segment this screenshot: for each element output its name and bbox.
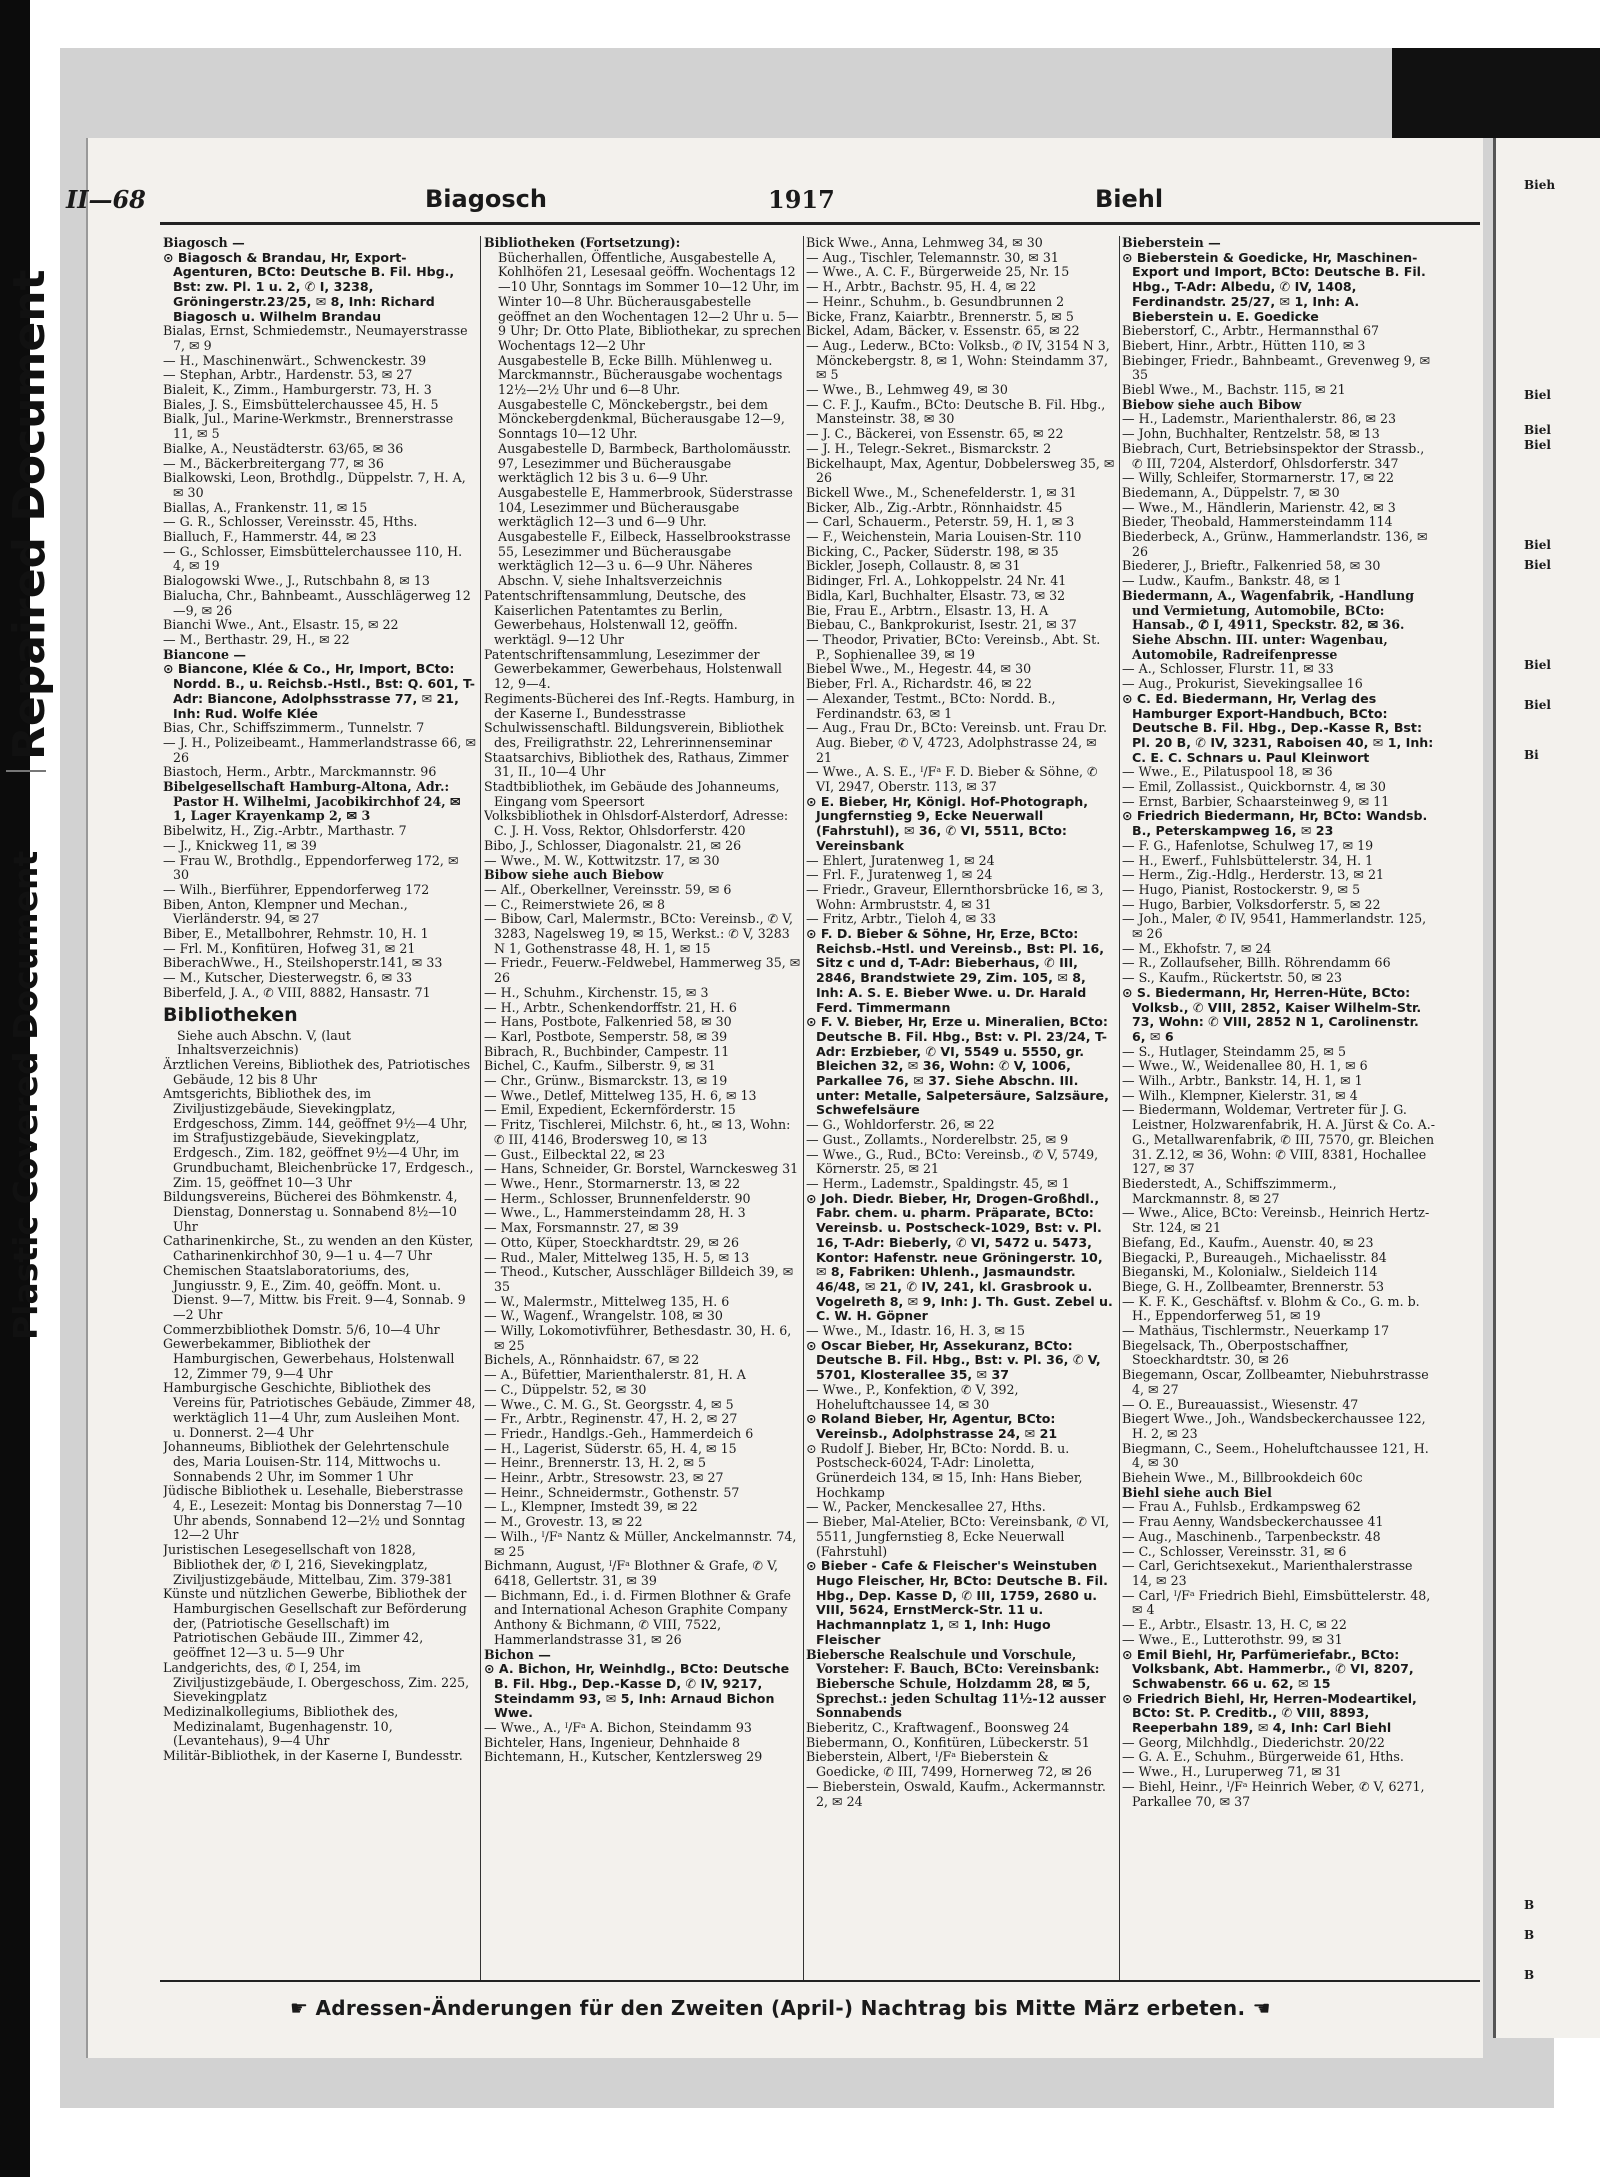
directory-entry: Biebau, C., Bankprokurist, Isestr. 21, ✉ 37 (806, 617, 1077, 633)
neighbor-page-text: Biel (1524, 388, 1551, 402)
directory-entry: Biastoch, Herm., Arbtr., Marckmannstr. 96 (163, 764, 437, 780)
directory-entry: — H., Ewerf., Fuhlsbüttelerstr. 34, H. 1 (1122, 852, 1374, 868)
directory-entry: Jüdische Bibliothek u. Lesehalle, Bieberstrasse 4, E., Lesezeit: Montag bis Donnerstag 7—10 Uhr abends, Sonnabend 12—2½ und Sonntag 12—2 Uhr (163, 1483, 466, 1543)
directory-entry: Bieberitz, C., Kraftwagenf., Boonsweg 24 (806, 1720, 1070, 1736)
neighbor-page-text: Bi (1524, 748, 1539, 762)
neighbor-page-text: B (1524, 1928, 1535, 1942)
directory-entry: Bichmann, August, ᴵ/Fᵃ Blothner & Grafe, ✆ V, 6418, Gellertstr. 31, ✉ 39 (484, 1558, 779, 1588)
directory-entry: — John, Buchhalter, Rentzelstr. 58, ✉ 13 (1122, 426, 1380, 442)
directory-entry: Commerzbibliothek Domstr. 5/6, 10—4 Uhr (163, 1321, 440, 1337)
directory-entry: — Wwe., A. S. E., ᴵ/Fᵃ F. D. Bieber & Söhne, ✆ VI, 2947, Oberstr. 113, ✉ 37 (806, 764, 1098, 795)
directory-entry: Bichteler, Hans, Ingenieur, Dehnhaide 8 (484, 1734, 741, 1750)
directory-entry: — Willy, Lokomotivführer, Bethesdastr. 30, H. 6, ✉ 25 (484, 1323, 792, 1353)
directory-entry: — Alexander, Testmt., BCto: Nordd. B., Ferdinandstr. 63, ✉ 1 (806, 690, 1056, 721)
directory-entry: — Wwe., G., Rud., BCto: Vereinsb., ✆ V, 5749, Körnerstr. 25, ✉ 21 (806, 1146, 1099, 1177)
directory-entry: — K. F. K., Geschäftsf. v. Blohm & Co., G. m. b. H., Eppendorferweg 51, ✉ 19 (1122, 1293, 1420, 1324)
directory-entry: Biegert Wwe., Joh., Wandsbeckerchaussee 122, H. 2, ✉ 23 (1122, 1411, 1426, 1441)
directory-entry: Biederer, J., Brieftr., Falkenried 58, ✉ 30 (1122, 558, 1381, 574)
directory-entry: Biehl siehe auch Biel (1122, 1484, 1272, 1500)
directory-entry: — Ehlert, Juratenweg 1, ✉ 24 (806, 852, 995, 868)
directory-entry: — Wwe., Henr., Stormarnerstr. 13, ✉ 22 (484, 1176, 741, 1191)
neighbor-page-text: Biel (1524, 658, 1551, 672)
directory-entry: — S., Hutlager, Steindamm 25, ✉ 5 (1122, 1043, 1346, 1059)
directory-entry: — Theodor, Privatier, BCto: Vereinsb., Abt. St. P., Sophienallee 39, ✉ 19 (806, 631, 1101, 662)
directory-entry: — J. H., Telegr.-Sekret., Bismarckstr. 2 (806, 440, 1052, 456)
directory-entry: Biegelsack, Th., Oberpostschaffner, Stoeckhardtstr. 30, ✉ 26 (1122, 1337, 1349, 1368)
directory-entry: Bie, Frau E., Arbtrn., Elsastr. 13, H. A (806, 602, 1049, 618)
section-heading: Bibliotheken (163, 1003, 298, 1026)
directory-entry: — A., Büfettier, Marienthalerstr. 81, H. A (484, 1367, 746, 1383)
directory-entry: — M., Kutscher, Diesterwegstr. 6, ✉ 33 (163, 970, 413, 986)
directory-entry: — E., Arbtr., Elsastr. 13, H. C, ✉ 22 (1122, 1617, 1347, 1633)
directory-entry: — G., Wohldorferstr. 26, ✉ 22 (806, 1117, 995, 1133)
directory-entry: Medizinalkollegiums, Bibliothek des, Medizinalamt, Bugenhagenstr. 10, (Levantehaus), 9—4 Uhr (163, 1703, 399, 1749)
directory-entry: — C., Reimerstwiete 26, ✉ 8 (484, 896, 666, 912)
directory-entry: — Frau Aenny, Wandsbeckerchaussee 41 (1122, 1514, 1384, 1530)
directory-entry: Chemischen Staatslaboratoriums, des, Jungiusstr. 9, E., Zim. 40, geöffn. Mont. u. Dienst. 9—7, Mittw. bis Freit. 9—4, Sonnab. 9—2 Uhr (163, 1262, 466, 1322)
directory-entry: ⊙ S. Biedermann, Hr, Herren-Hüte, BCto: Volksb., ✆ VIII, 2852, Kaiser Wilhelm-Str. 73, Wohn: ✆ VIII, 2852 N 1, Carolinenstr. 6, ✉ 6 (1122, 984, 1422, 1044)
directory-entry: — Wilh., Bierführer, Eppendorferweg 172 (163, 881, 430, 897)
directory-entry: Biegemann, Oscar, Zollbeamter, Niebuhrstrasse 4, ✉ 27 (1122, 1367, 1429, 1397)
directory-entry: Künste und nützlichen Gewerbe, Bibliothek der Hamburgischen Gesellschaft zur Beförderung der, (Patriotische Gesellschaft) im Patriotischen Gebäude III., Zimmer 42, geöffnet 12—3 u. 5—9 Uhr (163, 1586, 467, 1661)
directory-entry: — Ludw., Kaufm., Bankstr. 48, ✉ 1 (1122, 573, 1342, 589)
directory-entry: Bialke, A., Neustädterstr. 63/65, ✉ 36 (163, 440, 404, 456)
directory-entry: Bialk, Jul., Marine-Werkmstr., Brennerstrasse 11, ✉ 5 (163, 411, 454, 442)
directory-entry: — F., Weichenstein, Maria Louisen-Str. 110 (806, 529, 1082, 545)
directory-entry: Bialogowski Wwe., J., Rutschbahn 8, ✉ 13 (163, 573, 430, 589)
directory-entry: — Aug., Maschinenb., Tarpenbeckstr. 48 (1122, 1528, 1381, 1544)
column-divider (1119, 236, 1120, 1981)
directory-entry: Biedemann, A., Düppelstr. 7, ✉ 30 (1122, 484, 1340, 500)
directory-entry: — Bibow, Carl, Malermstr., BCto: Vereinsb., ✆ V, 3283, Nagelsweg 19, ✉ 15, Werkst.: ✆ V, 3283 N 1, Gothenstrasse 48, H. 1, ✉ 15 (484, 911, 794, 956)
directory-entry: — Wwe., E., Pilatuspool 18, ✉ 36 (1122, 764, 1333, 780)
directory-entry: Biehein Wwe., M., Billbrookdeich 60c (1122, 1470, 1363, 1486)
directory-entry: ⊙ F. V. Bieber, Hr, Erze u. Mineralien, BCto: Deutsche B. Fil. Hbg., Bst: v. Pl. 23/24, T-Adr: Erzbieber, ✆ VI, 5549 u. 5550, gr. Bleichen 32, ✉ 36, Wohn: ✆ V, 1006, Parkallee 76, ✉ 37. Siehe Abschn. III. unter: Metalle, Salpetersäure, Salzsäure, Schwefelsäure (806, 1014, 1109, 1118)
page-number: II—68 (66, 185, 146, 214)
directory-entry: — W., Wagenf., Wrangelstr. 108, ✉ 30 (484, 1308, 723, 1324)
directory-entry: Bibelwitz, H., Zig.-Arbtr., Marthastr. 7 (163, 823, 407, 839)
directory-entry: — O. E., Bureauassist., Wiesenstr. 47 (1122, 1396, 1359, 1412)
directory-entry: Bialas, Ernst, Schmiedemstr., Neumayerstrasse 7, ✉ 9 (163, 323, 468, 353)
directory-entry: — Wwe., E., Lutterothstr. 99, ✉ 31 (1122, 1631, 1343, 1647)
directory-entry: Biebermann, O., Konfitüren, Lübeckerstr. 51 (806, 1734, 1090, 1750)
side-label-plastic: Plastic Covered Document (6, 850, 45, 1340)
directory-entry: Stadtbibliothek, im Gebäude des Johanneums, Eingang vom Speersort (484, 779, 780, 809)
directory-entry: Bibelgesellschaft Hamburg-Altona, Adr.: Pastor H. Wilhelmi, Jacobikirchhof 24, ✉ 1, Lager Krayenkamp 2, ✉ 3 (163, 779, 461, 824)
directory-entry: Biebersche Realschule und Vorschule, Vorsteher: F. Bauch, BCto: Vereinsbank: Biebersche Schule, Holzdamm 28, ✉ 5, Sprechst.: jeden Schultag 11½-12 ausser Sonnabends (806, 1646, 1106, 1721)
directory-entry: ⊙ Biagosch & Brandau, Hr, Export-Agenturen, BCto: Deutsche B. Fil. Hbg., Bst: zw. Pl. 1 u. 2, ✆ I, 3238, Gröningerstr.23/25, ✉ 8, Inh: Richard Biagosch u. Wilhelm Brandau (163, 249, 455, 324)
neighbor-page-text: Biel (1524, 698, 1551, 712)
directory-entry: — Wwe., M., Idastr. 16, H. 3, ✉ 15 (806, 1323, 1026, 1339)
directory-entry: — M., Bäckerbreitergang 77, ✉ 36 (163, 455, 384, 471)
directory-entry: — Hugo, Pianist, Rostockerstr. 9, ✉ 5 (1122, 881, 1361, 897)
directory-entry: Biefang, Ed., Kaufm., Auenstr. 40, ✉ 23 (1122, 1234, 1374, 1250)
directory-entry: Biales, J. S., Eimsbüttelerchaussee 45, H. 5 (163, 396, 439, 412)
directory-entry: Biederstedt, A., Schiffszimmerm., Marckmannstr. 8, ✉ 27 (1122, 1176, 1337, 1206)
directory-entry: — Bichmann, Ed., i. d. Firmen Blothner & Grafe and International Acheson Graphite Company Anthony & Bichmann, ✆ VIII, 7522, Hammerlandstrasse 31, ✉ 26 (484, 1587, 791, 1647)
directory-entry: — Hans, Schneider, Gr. Borstel, Warnckesweg 31 (484, 1161, 799, 1177)
directory-entry: ⊙ Roland Bieber, Hr, Agentur, BCto: Vereinsb., Adolphstrasse 24, ✉ 21 (806, 1411, 1058, 1441)
directory-entry: Juristischen Lesegesellschaft von 1828, Bibliothek der, ✆ I, 216, Sievekingplatz, Ziviljustizgebäude, Mittelbau, Zim. 379-381 (163, 1542, 454, 1587)
directory-entry: — Wwe., W., Weidenallee 80, H. 1, ✉ 6 (1122, 1058, 1368, 1074)
directory-entry: Biegacki, P., Bureaugeh., Michaelisstr. 84 (1122, 1249, 1387, 1265)
footer-notice (290, 1996, 1271, 2020)
header-first-entry: Biagosch (425, 185, 547, 213)
directory-entry: — S., Kaufm., Rückertstr. 50, ✉ 23 (1122, 970, 1343, 986)
directory-entry: — Gust., Zollamts., Norderelbstr. 25, ✉ 9 (806, 1131, 1069, 1147)
neighbor-page-text: Biel (1524, 538, 1551, 552)
directory-entry: — Frau A., Fuhlsb., Erdkampsweg 62 (1122, 1499, 1361, 1515)
directory-entry: — Wwe., M., Händlerin, Marienstr. 42, ✉ 3 (1122, 499, 1396, 515)
directory-entry: Bias, Chr., Schiffszimmerm., Tunnelstr. 7 (163, 720, 425, 736)
directory-entry: — H., Lademstr., Marienthalerstr. 86, ✉ 23 (1122, 411, 1397, 427)
directory-entry: — C., Düppelstr. 52, ✉ 30 (484, 1381, 647, 1397)
neighbor-page-text: Biel (1524, 558, 1551, 572)
neighbor-page-text: Bieh (1524, 178, 1556, 192)
side-label-divider (6, 770, 46, 772)
directory-entry: Hamburgische Geschichte, Bibliothek des Vereins für, Patriotisches Gebäude, Zimmer 48, werktäglich 11—4 Uhr, zum Ausleihen Mont. u. Donnerst. 2—4 Uhr (163, 1380, 476, 1440)
directory-entry: Catharinenkirche, St., zu wenden an den Küster, Catharinenkirchhof 30, 9—1 u. 4—7 Uhr (163, 1233, 474, 1264)
directory-entry: — Friedr., Feuerw.-Feldwebel, Hammerweg 35, ✉ 26 (484, 955, 801, 986)
directory-entry: — J., Knickweg 11, ✉ 39 (163, 837, 317, 853)
directory-entry: — Carl, ᴵ/Fᵃ Friedrich Biehl, Eimsbüttelerstr. 48, ✉ 4 (1122, 1587, 1431, 1618)
directory-entry: Bickelhaupt, Max, Agentur, Dobbelersweg 35, ✉ 26 (806, 455, 1115, 486)
directory-entry: — Otto, Küper, Stoeckhardtstr. 29, ✉ 26 (484, 1234, 739, 1250)
directory-entry: Biege, G. H., Zollbeamter, Brennerstr. 53 (1122, 1278, 1384, 1294)
directory-entry: — Mathäus, Tischlermstr., Neuerkamp 17 (1122, 1323, 1390, 1339)
directory-entry: — C. F. J., Kaufm., BCto: Deutsche B. Fil. Hbg., Mansteinstr. 38, ✉ 30 (806, 396, 1106, 427)
directory-entry: — F. G., Hafenlotse, Schulweg 17, ✉ 19 (1122, 837, 1374, 853)
directory-entry: — Wwe., A. C. F., Bürgerweide 25, Nr. 15 (806, 264, 1070, 280)
directory-entry: Bicking, C., Packer, Süderstr. 198, ✉ 35 (806, 543, 1059, 559)
directory-entry: Biebrach, Curt, Betriebsinspektor der Strassb., ✆ III, 7204, Alsterdorf, Ohlsdorferstr. 347 (1122, 440, 1425, 471)
directory-entry: — Friedr., Graveur, Ellernthorsbrücke 16, ✉ 3, Wohn: Armbruststr. 4, ✉ 31 (806, 881, 1104, 912)
header-year: 1917 (768, 185, 835, 214)
directory-entry: — Wwe., M. W., Kottwitzstr. 17, ✉ 30 (484, 852, 720, 868)
directory-entry: Gewerbekammer, Bibliothek der Hamburgischen, Gewerbehaus, Holstenwall 12, Zimmer 79, 9—4 Uhr (163, 1336, 455, 1381)
directory-entry: — M., Ekhofstr. 7, ✉ 24 (1122, 940, 1272, 956)
directory-entry: — M., Grovestr. 13, ✉ 22 (484, 1514, 643, 1530)
directory-entry: Ausgabestelle F., Eilbeck, Hasselbrookstrasse 55, Lesezimmer und Bücherausgabe werktäglich 12—3 u. 6—9 Uhr. Näheres Abschn. V, siehe Inhaltsverzeichnis (498, 529, 791, 589)
neighbor-page-text: B (1524, 1898, 1535, 1912)
directory-entry: Bicker, Alb., Zig.-Arbtr., Rönnhaidstr. 45 (806, 499, 1063, 515)
directory-entry: Bibo, J., Schlosser, Diagonalstr. 21, ✉ 26 (484, 837, 742, 853)
directory-entry: — Hans, Postbote, Falkenried 58, ✉ 30 (484, 1014, 732, 1030)
directory-entry: Biebinger, Friedr., Bahnbeamt., Grevenweg 9, ✉ 35 (1122, 352, 1431, 383)
header-rule (160, 222, 1480, 225)
directory-entry: Biallas, A., Frankenstr. 11, ✉ 15 (163, 499, 368, 515)
neighbor-page-text: B (1524, 1968, 1535, 1982)
directory-entry: — G., Schlosser, Eimsbüttelerchaussee 110, H. 4, ✉ 19 (163, 543, 463, 574)
directory-entry: — Wilh., ᴵ/Fᵃ Nantz & Müller, Anckelmannstr. 74, ✉ 25 (484, 1528, 797, 1559)
directory-entry: Regiments-Bücherei des Inf.-Regts. Hamburg, in der Kaserne I., Bundesstrasse (484, 690, 795, 721)
directory-entry: — Wwe., L., Hammersteindamm 28, H. 3 (484, 1205, 746, 1221)
directory-column-3 (806, 236, 1116, 1978)
directory-entry: Biebel Wwe., M., Hegestr. 44, ✉ 30 (806, 661, 1032, 677)
directory-entry: Bieganski, M., Kolonialw., Sieldeich 114 (1122, 1264, 1378, 1280)
directory-entry: Bieder, Theobald, Hammersteindamm 114 (1122, 514, 1393, 530)
directory-entry: — Heinr., Schuhm., b. Gesundbrunnen 2 (806, 293, 1065, 309)
directory-entry: Biebert, Hinr., Arbtr., Hütten 110, ✉ 3 (1122, 337, 1366, 353)
directory-entry: Bialluch, F., Hammerstr. 44, ✉ 23 (163, 529, 377, 545)
directory-entry: ⊙ C. Ed. Biedermann, Hr, Verlag des Hamburger Export-Handbuch, BCto: Deutsche B. Fil. Hbg., Dep.-Kasse R, Bst: Pl. 20 B, ✆ IV, 3231, Raboisen 40, ✉ 1, Inh: C. E. C. Schnars u. Paul Kleinwort (1122, 690, 1434, 765)
directory-entry: ⊙ Oscar Bieber, Hr, Assekuranz, BCto: Deutsche B. Fil. Hbg., Bst: v. Pl. 36, ✆ V, 5701, Klosterallee 35, ✉ 37 (806, 1337, 1101, 1383)
directory-entry: — Carl, Schauerm., Peterstr. 59, H. 1, ✉ 3 (806, 514, 1075, 530)
directory-entry: — C., Schlosser, Vereinsstr. 31, ✉ 6 (1122, 1543, 1347, 1559)
directory-entry: — Biedermann, Woldemar, Vertreter für J. G. Leistner, Holzwarenfabrik, H. A. Jürst & Co. A.-G., Metallwarenfabrik, ✆ III, 7570, gr. Bleichen 31. Z.12, ✉ 36, Wohn: ✆ VIII, 8381, Hochallee 127, ✉ 37 (1122, 1102, 1435, 1177)
directory-entry: ⊙ Biancone, Klée & Co., Hr, Import, BCto: Nordd. B., u. Reichsb.-Hstl., Bst: Q. 601, T-Adr: Biancone, Adolphsstrasse 77, ✉ 21, Inh: Rud. Wolfe Klée (163, 661, 475, 721)
directory-entry: Bidinger, Frl. A., Lohkoppelstr. 24 Nr. 41 (806, 573, 1067, 589)
pointing-hand-icon: ☚ (1252, 1996, 1271, 2020)
scan-dark-corner (1392, 48, 1600, 138)
directory-entry: — Frl. M., Konfitüren, Hofweg 31, ✉ 21 (163, 940, 416, 956)
directory-entry: — Wwe., P., Konfektion, ✆ V, 392, Hoheluftchaussee 14, ✉ 30 (806, 1381, 1019, 1412)
directory-entry: — Willy, Schleifer, Stormarnerstr. 17, ✉ 22 (1122, 470, 1395, 486)
directory-entry: Biber, E., Metallbohrer, Rehmstr. 10, H. 1 (163, 926, 429, 942)
directory-entry: Bialucha, Chr., Bahnbeamt., Ausschlägerweg 12—9, ✉ 26 (163, 587, 471, 618)
directory-entry: — Bieber, Mal-Atelier, BCto: Vereinsbank, ✆ VI, 5511, Jungfernstieg 8, Ecke Neuerwall (Fahrstuhl) (806, 1514, 1110, 1559)
neighbor-page-text: Biel (1524, 423, 1551, 437)
directory-entry: — J. H., Polizeibeamt., Hammerlandstrasse 66, ✉ 26 (163, 734, 476, 765)
directory-entry: — Wwe., A., ᴵ/Fᵃ A. Bichon, Steindamm 93 (484, 1720, 752, 1736)
directory-entry: Biedermann, A., Wagenfabrik, -Handlung und Vermietung, Automobile, BCto: Hansab., ✆ I, 4911, Speckstr. 82, ✉ 36. Siehe Abschn. III. unter: Wagenbau, Automobile, Radreifenpresse (1122, 587, 1415, 662)
directory-entry: Bialeit, K., Zimm., Hamburgerstr. 73, H. 3 (163, 382, 432, 398)
side-label-repaired: Repaired Document (4, 269, 55, 760)
directory-entry: Bichel, C., Kaufm., Silberstr. 9, ✉ 31 (484, 1058, 716, 1074)
directory-entry: Bieberstein — (1122, 236, 1221, 250)
directory-entry: — Max, Forsmannstr. 27, ✉ 39 (484, 1220, 679, 1236)
directory-entry: — Gust., Eilbecktal 22, ✉ 23 (484, 1146, 665, 1162)
directory-entry: — H., Arbtr., Bachstr. 95, H. 4, ✉ 22 (806, 279, 1037, 295)
column-divider (480, 236, 481, 1981)
directory-entry: Amtsgerichts, Bibliothek des, im Ziviljustizgebäude, Sievekingplatz, Erdgeschoss, Zimm. 144, geöffnet 9½—4 Uhr, im Strafjustizgebäude, Sievekingplatz, Erdgesch., Zim. 182, geöffnet 9½—4 Uhr, im Grundbuchamt, Bleichenbrücke 17, Erdgesch., Zim. 15, geöffnet 10—3 Uhr (163, 1086, 474, 1190)
directory-entry: ⊙ A. Bichon, Hr, Weinhdlg., BCto: Deutsche B. Fil. Hbg., Dep.-Kasse D, ✆ IV, 9217, Steindamm 93, ✉ 5, Inh: Arnaud Bichon Wwe. (484, 1661, 790, 1721)
directory-entry: ⊙ E. Bieber, Hr, Königl. Hof-Photograph, Jungfernstieg 9, Ecke Neuerwall (Fahrstuhl), ✉ 36, ✆ VI, 5511, BCto: Vereinsbank (806, 793, 1088, 853)
directory-entry: Bialkowski, Leon, Brothdlg., Düppelstr. 7, H. A, ✉ 30 (163, 470, 466, 500)
directory-entry: — Chr., Grünw., Bismarckstr. 13, ✉ 19 (484, 1073, 728, 1089)
directory-entry: Militär-Bibliothek, in der Kaserne I, Bundesstr. (163, 1748, 463, 1764)
directory-entry: — Hugo, Barbier, Volksdorferstr. 5, ✉ 22 (1122, 896, 1381, 912)
directory-entry: — Wwe., H., Luruperweg 71, ✉ 31 (1122, 1764, 1342, 1780)
directory-entry: — Frl. F., Juratenweg 1, ✉ 24 (806, 867, 993, 883)
directory-entry: Bichels, A., Rönnhaidstr. 67, ✉ 22 (484, 1352, 700, 1368)
directory-entry: Bibrach, R., Buchbinder, Campestr. 11 (484, 1043, 730, 1059)
directory-entry: — R., Zollaufseher, Billh. Röhrendamm 66 (1122, 955, 1391, 971)
directory-entry: Ausgabestelle B, Ecke Billh. Mühlenweg u. Marckmannstr., Bücherausgabe wochentags 12½—2½ Uhr und 6—8 Uhr. (498, 352, 783, 398)
directory-entry: — Heinr., Brennerstr. 13, H. 2, ✉ 5 (484, 1455, 707, 1471)
directory-entry: Siehe auch Abschn. V, (laut Inhaltsverzeichnis) (177, 1027, 351, 1058)
directory-entry: — Alf., Oberkellner, Vereinsstr. 59, ✉ 6 (484, 881, 732, 897)
directory-entry: — Herm., Schlosser, Brunnenfelderstr. 90 (484, 1190, 751, 1206)
directory-entry: Bickler, Joseph, Collaustr. 8, ✉ 31 (806, 558, 1021, 574)
directory-entry: Biederbeck, A., Grünw., Hammerlandstr. 136, ✉ 26 (1122, 529, 1428, 559)
directory-entry: — Herm., Zig.-Hdlg., Herderstr. 13, ✉ 21 (1122, 867, 1385, 883)
directory-entry: — Joh., Maler, ✆ IV, 9541, Hammerlandstr. 125, ✉ 26 (1122, 911, 1427, 942)
directory-entry: Ausgabestelle D, Barmbeck, Bartholomäusstr. 97, Lesezimmer und Bücherausgabe werktäglich 12 bis 3 u. 6—9 Uhr. (498, 440, 792, 486)
directory-entry: — Carl, Gerichtsexekut., Marienthalerstrasse 14, ✉ 23 (1122, 1558, 1413, 1588)
directory-entry: Ausgabestelle E, Hammerbrook, Süderstrasse 104, Lesezimmer und Bücherausgabe werktäglich 12—3 und 6—9 Uhr. (498, 484, 793, 530)
directory-entry: — Theod., Kutscher, Ausschläger Billdeich 39, ✉ 35 (484, 1264, 794, 1294)
header-last-entry: Biehl (1095, 185, 1164, 213)
neighbor-page-text: Biel (1524, 438, 1551, 452)
column-divider (803, 236, 804, 1981)
directory-entry: — G. A. E., Schuhm., Bürgerweide 61, Hths. (1122, 1749, 1404, 1765)
directory-entry: — W., Malermstr., Mittelweg 135, H. 6 (484, 1293, 730, 1309)
directory-entry: ⊙ Rudolf J. Bieber, Hr, BCto: Nordd. B. u. Postscheck-6024, T-Adr: Linoletta, Grünerdeich 134, ✉ 15, Inh: Hans Bieber, Hochkamp (806, 1440, 1083, 1500)
directory-entry: Biebl Wwe., M., Bachstr. 115, ✉ 21 (1122, 382, 1346, 398)
directory-entry: Biben, Anton, Klempner und Mechan., Vierländerstr. 94, ✉ 27 (163, 896, 408, 927)
directory-entry: Staatsarchivs, Bibliothek des, Rathaus, Zimmer 31, II., 10—4 Uhr (484, 749, 789, 780)
directory-entry: Patentschriftensammlung, Lesezimmer der Gewerbekammer, Gewerbehaus, Holstenwall 12, 9—4. (484, 646, 782, 692)
directory-entry: Bick Wwe., Anna, Lehmweg 34, ✉ 30 (806, 236, 1043, 250)
directory-entry: Bieberstorf, C., Arbtr., Hermannsthal 67 (1122, 323, 1380, 339)
directory-entry: — Wilh., Klempner, Kielerstr. 31, ✉ 4 (1122, 1087, 1358, 1103)
directory-entry: Bichtemann, H., Kutscher, Kentzlersweg 29 (484, 1749, 763, 1765)
directory-entry: Bickell Wwe., M., Schenefelderstr. 1, ✉ 31 (806, 484, 1077, 500)
directory-entry: — H., Lagerist, Süderstr. 65, H. 4, ✉ 15 (484, 1440, 737, 1456)
directory-entry: — A., Schlosser, Flurstr. 11, ✉ 33 (1122, 661, 1334, 677)
directory-entry: — H., Arbtr., Schenkendorffstr. 21, H. 6 (484, 999, 737, 1015)
directory-entry: — Ernst, Barbier, Schaarsteinweg 9, ✉ 11 (1122, 793, 1390, 809)
directory-entry: Bichon — (484, 1646, 551, 1662)
directory-entry: — J. C., Bäckerei, von Essenstr. 65, ✉ 22 (806, 426, 1064, 442)
directory-entry: — Herm., Lademstr., Spaldingstr. 45, ✉ 1 (806, 1176, 1070, 1191)
directory-entry: — Friedr., Handlgs.-Geh., Hammerdeich 6 (484, 1425, 754, 1441)
directory-entry: — Wwe., B., Lehmweg 49, ✉ 30 (806, 382, 1008, 398)
directory-entry: — Aug., Frau Dr., BCto: Vereinsb. unt. Frau Dr. Aug. Bieber, ✆ V, 4723, Adolphstrasse 24, ✉ 21 (806, 720, 1107, 765)
directory-entry: — Aug., Tischler, Telemannstr. 30, ✉ 31 (806, 249, 1059, 265)
directory-entry: — Aug., Prokurist, Sievekingsallee 16 (1122, 676, 1363, 692)
directory-entry: Bicke, Franz, Kaiarbtr., Brennerstr. 5, ✉ 5 (806, 308, 1074, 324)
directory-entry: Biegmann, C., Seem., Hoheluftchaussee 121, H. 4, ✉ 30 (1122, 1440, 1429, 1471)
directory-entry: ⊙ Emil Biehl, Hr, Parfümeriefabr., BCto: Volksbank, Abt. Hammerbr., ✆ VI, 8207, Schwabenstr. 66 u. 62, ✉ 15 (1122, 1646, 1414, 1691)
directory-entry: Johanneums, Bibliothek der Gelehrtenschule des, Maria Louisen-Str. 114, Mittwochs u. Sonnabends 2 Uhr, im Sommer 1 Uhr (163, 1439, 450, 1484)
directory-entry: — Aug., Lederw., BCto: Volksb., ✆ IV, 3154 N 3, Mönckebergstr. 8, ✉ 1, Wohn: Steindamm 37, ✉ 5 (806, 337, 1110, 383)
directory-entry: Biebow siehe auch Bibow (1122, 396, 1302, 412)
directory-entry: ⊙ Joh. Diedr. Bieber, Hr, Drogen-Großhdl., Fabr. chem. u. pharm. Präparate, BCto: Vereinsb. u. Postscheck-1029, Bst: v. Pl. 16, T-Adr: Bieberly, ✆ VI, 5472 u. 5473, Kontor: Hafenstr. neue Gröningerstr. 10, ✉ 8, Fabriken: Uhlenh., Jasmaundstr. 46/48, ✉ 21, ✆ IV, 241, kl. Grasbrook u. Vogelreth 8, ✉ 9, Inh: J. Th. Gust. Zebel u. C. W. H. Göpner (806, 1190, 1113, 1324)
directory-entry: — Fritz, Tischlerei, Milchstr. 6, ht., ✉ 13, Wohn: ✆ III, 4146, Brodersweg 10, ✉ 13 (484, 1117, 791, 1147)
directory-entry: — Rud., Maler, Mittelweg 135, H. 5, ✉ 13 (484, 1249, 750, 1265)
directory-entry: Patentschriftensammlung, Deutsche, des Kaiserlichen Patentamtes zu Berlin, Gewerbehaus, Holstenwall 12, geöffn. werktägl. 9—12 Uhr (484, 587, 747, 647)
directory-entry: ⊙ Friedrich Biehl, Hr, Herren-Modeartikel, BCto: St. P. Creditb., ✆ VIII, 8893, Reeperbahn 189, ✉ 4, Inh: Carl Biehl (1122, 1690, 1417, 1736)
directory-entry: — Stephan, Arbtr., Hardenstr. 53, ✉ 27 (163, 367, 413, 383)
directory-entry: ⊙ Bieber - Cafe & Fleischer's Weinstuben Hugo Fleischer, Hr, BCto: Deutsche B. Fil. Hbg., Dep. Kasse D, ✆ III, 1759, 2680 u. VIII, 5624, ErnstMerck-Str. 11 u. Hachmannplatz 1, ✉ 1, Inh: Hugo Fleischer (806, 1558, 1108, 1647)
directory-entry: — Wwe., C. M. G., St. Georgsstr. 4, ✉ 5 (484, 1396, 734, 1412)
directory-column-2 (484, 236, 802, 1978)
directory-entry: Ärztlichen Vereins, Bibliothek des, Patriotisches Gebäude, 12 bis 8 Uhr (163, 1056, 471, 1087)
directory-entry: — Bieberstein, Oswald, Kaufm., Ackermannstr. 2, ✉ 24 (806, 1778, 1106, 1809)
directory-entry: — H., Schuhm., Kirchenstr. 15, ✉ 3 (484, 984, 709, 1000)
directory-entry: BiberachWwe., H., Steilshoperstr.141, ✉ 33 (163, 955, 443, 971)
directory-entry: — M., Berthastr. 29, H., ✉ 22 (163, 631, 350, 647)
directory-entry: Bidla, Karl, Buchhalter, Elsastr. 73, ✉ 32 (806, 587, 1066, 603)
directory-entry: Bücherhallen, Öffentliche, Ausgabestelle A, Kohlhöfen 21, Lesesaal geöffn. Wochentags 12—10 Uhr, Sonntags im Sommer 10—12 Uhr, im Winter 10—8 Uhr. Bücherausgabestelle geöffnet an den Wochentagen 12—2 Uhr u. 5—9 Uhr; Dr. Otto Plate, Bibliothekar, zu sprechen Wochentags 12—2 Uhr (498, 249, 802, 353)
directory-entry: — Biehl, Heinr., ᴵ/Fᵃ Heinrich Weber, ✆ V, 6271, Parkallee 70, ✉ 37 (1122, 1778, 1425, 1809)
directory-entry: — L., Klempner, Imstedt 39, ✉ 22 (484, 1499, 698, 1515)
footer-notice-text: Adressen-Änderungen für den Zweiten (April-) Nachtrag bis Mitte März erbeten. (315, 1996, 1246, 2020)
directory-entry: — Emil, Expedient, Eckernförderstr. 15 (484, 1102, 736, 1118)
directory-entry: Bickel, Adam, Bäcker, v. Essenstr. 65, ✉ 22 (806, 323, 1080, 339)
directory-entry: Bieberstein, Albert, ᴵ/Fᵃ Bieberstein & Goedicke, ✆ III, 7499, Hornerweg 72, ✉ 26 (806, 1749, 1092, 1780)
directory-entry: Schulwissenschaftl. Bildungsverein, Bibliothek des, Freiligrathstr. 22, Lehrerinnenseminar (484, 720, 784, 750)
directory-entry: ⊙ Bieberstein & Goedicke, Hr, Maschinen-Export und Import, BCto: Deutsche B. Fil. Hbg., T-Adr: Albedu, ✆ IV, 1408, Ferdinandstr. 25/27, ✉ 1, Inh: A. Bieberstein u. E. Goedicke (1122, 249, 1426, 324)
directory-entry: — Fritz, Arbtr., Tieloh 4, ✉ 33 (806, 911, 997, 927)
directory-entry: — Heinr., Schneidermstr., Gothenstr. 57 (484, 1484, 740, 1500)
directory-entry: Bibliotheken (Fortsetzung): (484, 236, 681, 250)
directory-entry: ⊙ F. D. Bieber & Söhne, Hr, Erze, BCto: Reichsb.-Hstl. und Vereinsb., Bst: Pl. 16, Sitz c und d, T-Adr: Bieberhaus, ✆ III, 2846, Brandstwiete 29, Zim. 105, ✉ 8, Inh: A. S. E. Bieber Wwe. u. Dr. Harald Ferd. Timmermann (806, 926, 1105, 1015)
directory-entry: — G. R., Schlosser, Vereinsstr. 45, Hths. (163, 514, 418, 530)
directory-entry: — Karl, Postbote, Semperstr. 58, ✉ 39 (484, 1028, 728, 1044)
directory-entry: Volksbibliothek in Ohlsdorf-Alsterdorf, Adresse: C. J. H. Voss, Rektor, Ohlsdorferstr. 420 (484, 808, 789, 839)
directory-entry: — Emil, Zollassist., Quickbornstr. 4, ✉ 30 (1122, 779, 1386, 795)
directory-entry: Bianchi Wwe., Ant., Elsastr. 15, ✉ 22 (163, 617, 399, 633)
directory-entry: — Heinr., Arbtr., Stresowstr. 23, ✉ 27 (484, 1470, 724, 1486)
directory-entry: Biberfeld, J. A., ✆ VIII, 8882, Hansastr. 71 (163, 984, 431, 1000)
directory-entry: — Wwe., Alice, BCto: Vereinsb., Heinrich Hertz-Str. 124, ✉ 21 (1122, 1205, 1430, 1236)
directory-entry: Bildungsvereins, Bücherei des Böhmkenstr. 4, Dienstag, Donnerstag u. Sonnabend 8½—10 Uhr (163, 1189, 458, 1234)
directory-entry: ⊙ Friedrich Biedermann, Hr, BCto: Wandsb. B., Peterskampweg 16, ✉ 23 (1122, 808, 1428, 839)
directory-entry: Bibow siehe auch Biebow (484, 867, 664, 883)
directory-entry: — Wilh., Arbtr., Bankstr. 14, H. 1, ✉ 1 (1122, 1073, 1363, 1089)
directory-entry: Landgerichts, des, ✆ I, 254, im Ziviljustizgebäude, I. Obergeschoss, Zim. 225, Sievekingplatz (163, 1659, 470, 1705)
pointing-hand-icon: ☛ (290, 1996, 309, 2020)
directory-entry: Biancone — (163, 646, 246, 662)
directory-column-4 (1122, 236, 1436, 1978)
directory-column-1 (163, 236, 476, 1978)
directory-entry: — Georg, Milchhdlg., Diederichstr. 20/22 (1122, 1734, 1385, 1750)
directory-entry: — W., Packer, Menckesallee 27, Hths. (806, 1499, 1046, 1515)
directory-entry: Ausgabestelle C, Mönckebergstr., bei dem Mönckebergdenkmal, Bücherausgabe 12—9, Sonntags 10—12 Uhr. (498, 396, 785, 442)
footer-rule (160, 1980, 1480, 1982)
directory-entry: — H., Maschinenwärt., Schwenckestr. 39 (163, 352, 427, 368)
directory-entry: Bieber, Frl. A., Richardstr. 46, ✉ 22 (806, 676, 1032, 692)
directory-entry: — Fr., Arbtr., Reginenstr. 47, H. 2, ✉ 27 (484, 1411, 738, 1427)
directory-entry: — Frau W., Brothdlg., Eppendorferweg 172, ✉ 30 (163, 852, 459, 883)
neighbor-page-fragment (1493, 138, 1600, 2038)
directory-entry: — Wwe., Detlef, Mittelweg 135, H. 6, ✉ 13 (484, 1087, 757, 1103)
directory-entry: Biagosch — (163, 236, 245, 250)
